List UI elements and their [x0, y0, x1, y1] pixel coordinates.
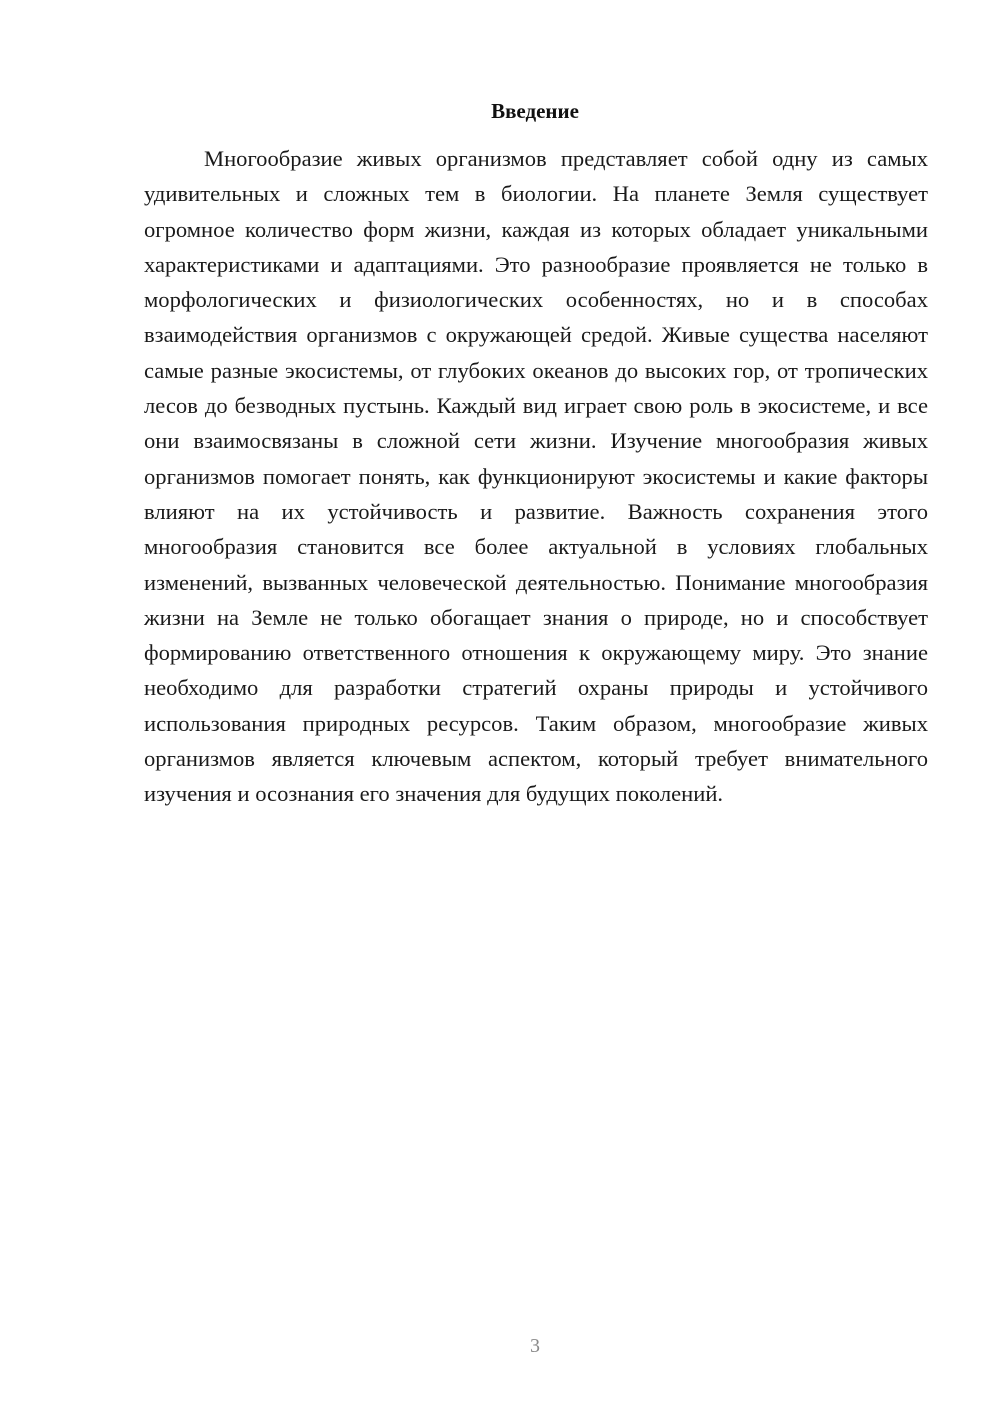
page-number: 3	[530, 1335, 540, 1357]
section-heading: Введение	[491, 99, 579, 123]
body-paragraph: Многообразие живых организмов представляет собой одну из самых удивительных и сложных тем в биологии. На планете Земля существует огромное количество форм жизни, каждая из которых обладает уникальными характеристиками и адаптациями. Это разнообразие проявляется не только в морфологических и физиологических особенностях, но и в способах взаимодействия организмов с окружающей средой. Живые существа населяют самые разные экосистемы, от глубоких океанов до высоких гор, от тропических лесов до безводных пустынь. Каждый вид играет свою роль в экосистеме, и все они взаимосвязаны в сложной сети жизни. Изучение многообразия живых организмов помогает понять, как функционируют экосистемы и какие факторы влияют на их устойчивость и развитие. Важность сохранения этого многообразия становится все более актуальной в условиях глобальных изменений, вызванных человеческой деятельностью. Понимание многообразия жизни на Земле не только обогащает знания о природе, но и способствует формированию ответственного отношения к окружающему миру. Это знание необходимо для разработки стратегий охраны природы и устойчивого использования природных ресурсов. Таким образом, многообразие живых организмов является ключевым аспектом, который требует внимательного изучения и осознания его значения для будущих поколений.	[144, 146, 928, 807]
